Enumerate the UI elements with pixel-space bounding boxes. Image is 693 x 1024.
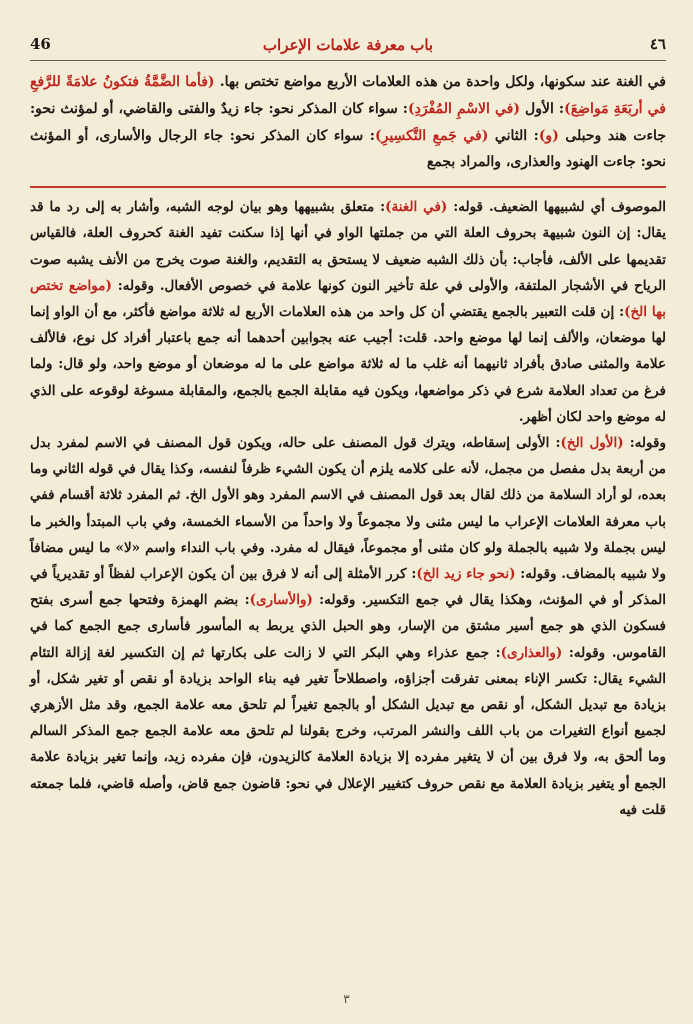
sharh-text-run: وقوله: — [623, 435, 666, 452]
sharh-paragraph-1 — [30, 194, 666, 430]
page-footer-mark: ٣ — [343, 992, 350, 1006]
sharh-text-run: : متعلق بشبيهها وهو بيان لوجه الشبه، وأشار به إلى رد ما قد يقال: إن النون شبيهة بحروف العلة التي من جملتها الواو في أنها إذا سكنت تفيد الغنة كحروف العلة، فالقياس تقديمها على الألف، فأجاب: بأن ذلك الشبه ضعيف لا يستحق به التقديم، والغنة صوت يخرج من الأنف يشبه صوت الرياح في الأشجار الملتفة، والأولى في علة تأخير النون كونها علامة في خصوص الأفعال. وقوله: — [30, 199, 666, 294]
sharh-text — [30, 194, 666, 823]
matn-quote: (فأما الضَّمَّةُ فتكونُ علامَةً للرَّفعِ في أربَعَةِ مَواضِعَ) — [30, 74, 667, 117]
sharh-text-run: الموصوف أي لشبيهها الضعيف. قوله: — [447, 199, 666, 216]
page-header — [30, 34, 666, 61]
book-page — [30, 34, 666, 994]
matn-quote: (في الاسْمِ المُفْرَدِ) — [407, 100, 520, 117]
sharh-text-run: : الأولى إسقاطه، ويترك قول المصنف على حاله، ويكون قول المصنف في الاسم لمفرد بدل من أربعة بدل مفصل من مجمل، لأنه على كلامه يلزم أن يكون الشيء ظرفاً لنفسه، وكذا يقال في قوله الثاني وما بعده، لو أراد السلامة من ذلك لقال بعد قول المصنف في الاسم المفرد وهو الأول الخ. ثم المفرد ثلاثة أقسام ففي باب معرفة العلامات الإعراب ما ليس مثنى ولا مجموعاً ولا واحداً من الأسماء الخمسة، وفي باب المبتدأ والخبر ما ليس بجملة ولا شبيه بالجملة ولو كان مثنى أو مجموعاً، فيقال له مفرد. وفي باب النداء واسم «لا» ما ليس مضافاً ولا شبيه بالمضاف. وقوله: — [30, 435, 666, 583]
sharh-quote: (والأسارى) — [249, 592, 313, 609]
sharh-quote: (نحو جاء زيد الخ) — [416, 566, 516, 583]
chapter-title: باب معرفة علامات الإعراب — [262, 36, 434, 54]
matn-text-run: : الثاني — [488, 127, 539, 144]
sharh-text-run: : بضم الهمزة وفتحها جمع أسرى بفتح فسكون الذي هو جمع أسير مشتق من الإسار، وهو الحبل الذي يربط به المأسور فأسارى جمع الجمع كما في القاموس. وقوله: — [30, 592, 667, 661]
sharh-paragraph-2 — [30, 430, 666, 823]
sharh-quote: (الأول الخ) — [560, 435, 624, 452]
matn-quote: (و) — [538, 127, 559, 144]
sharh-quote: (والعذارى) — [500, 644, 563, 661]
matn-paragraph — [30, 69, 666, 176]
matn-text-run: : الأول — [519, 100, 565, 117]
sharh-text-run: : كرر الأمثلة إلى أنه لا فرق بين أن يكون الإعراب لفظاً أو تقديرياً في المذكر أو في المؤنث، وهكذا يقال في جمع التكسير. وقوله: — [30, 566, 666, 609]
sharh-quote: (في الغنة) — [385, 199, 448, 216]
page-number-latin: 46 — [30, 35, 51, 53]
matn-text — [30, 69, 666, 176]
section-divider — [30, 186, 666, 188]
sharh-text-run: : جمع عذراء وهي البكر التي لا زالت على بكارتها ثم إن التكسير لغة إزالة التئام الشيء يقال: تكسر الإناء بمعنى تفرقت أجزاؤه، واصطلاحاً تغير فيه بناء الواحد بزيادة أو نقص أو تغير شكل، أو بزيادة مع تبديل الشكل، أو نقص مع تبديل الشكل أو بالجمع تغيراً لم تلحق معه علامة الجمع، وقد مثل الأزهري لجميع أنواع التغيرات من باب اللف والنشر المرتب، وخرج بقولنا لم تلحق معه علامة الجمع جمع المذكر السالم وما ألحق به، ولا فرق بين أن لا يتغير مفرده إلا بزيادة العلامة كالزيدون، فإن مفرده زيد، وإنما تغير بزيادة علامة الجمع أو يتغير بزيادة العلامة مع نقص حروف كتغيير الإعلال في نحو: قاضون جمع قاض، وأصله قاضي، فلما جمعته قلت فيه — [30, 644, 666, 818]
matn-text-run: : سواء كان المذكر نحو: جاء زيدٌ والفتى والقاضي، أو لمؤنث نحو: جاءت هند وحبلى — [30, 100, 666, 144]
matn-text-run: : سواء كان المذكر نحو: جاء الرجال والأسارى، أو المؤنث نحو: جاءت الهنود والعذارى، والمراد بجمع — [30, 127, 666, 171]
page-number-arabic: ٤٦ — [649, 35, 666, 53]
matn-text-run: في الغنة عند سكونها، ولكل واحدة من هذه العلامات الأربع مواضع تختص بها. — [214, 74, 666, 90]
sharh-quote: (مواضع تختص بها الخ) — [30, 277, 666, 320]
matn-quote: (في جَمعِ التَّكسِيرِ) — [374, 127, 489, 144]
sharh-text-run: : إن قلت التعبير بالجمع يقتضي أن كل واحد من هذه العلامات الأربع له ثلاثة مواضع فأكثر، مع أن الواو إنما لها موضعان، والألف إنما لها موضع واحد. قلت: أجيب عنه بجوابين أحدهما أنه جمع باعتبار أفراد كل نوع، فالألف علامة والمثنى صادق بأفراد ثانيهما أنه غلب ما له ثلاثة مواضع على ما له موضعان أو موضع واحد، ولو قال: ولما فرغ من تعداد العلامة شرع في ذكر مواضعها، ويكون فيه مقابلة الجمع بالجمع، والمقابلة مسوغة لوقوعه على الذي له موضع واحد لكان أظهر. — [30, 304, 666, 425]
